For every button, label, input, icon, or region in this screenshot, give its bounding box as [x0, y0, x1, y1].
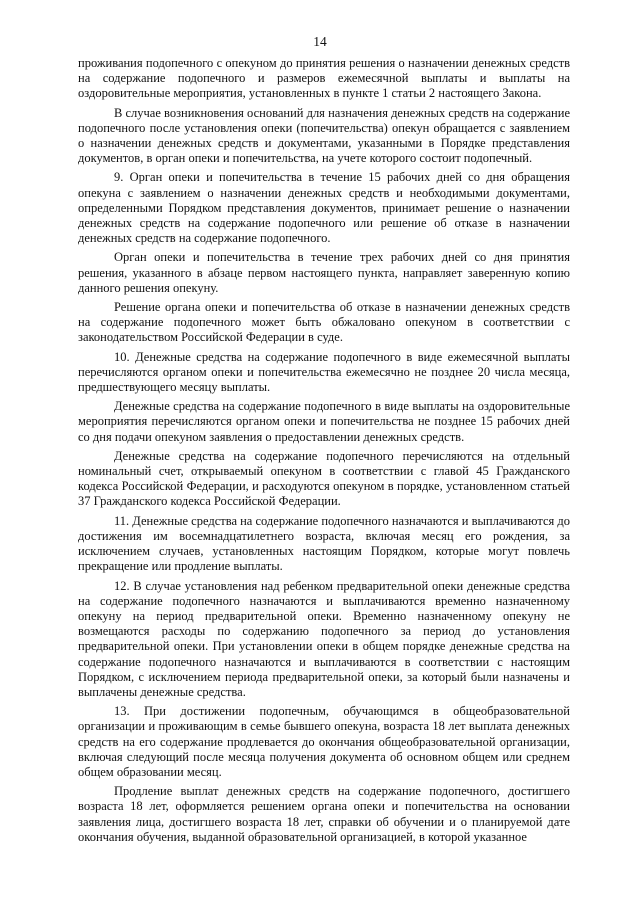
paragraph: Орган опеки и попечительства в течение трех рабочих дней со дня принятия решения, указанного в абзаце первом настоящего пункта, направляет заверенную копию данного решения опекуну. — [78, 250, 570, 295]
paragraph-continuation: проживания подопечного с опекуном до принятия решения о назначении денежных средств на содержание подопечного и размеров ежемесячной выплаты и выплаты на оздоровительные мероприятия, установленных в пункте 1 статьи 2 настоящего Закона. — [78, 56, 570, 101]
paragraph-item-11: 11. Денежные средства на содержание подопечного назначаются и выплачиваются до достижения им восемнадцатилетнего возраста, включая месяц его рождения, за исключением случаев, установленных настоящим Порядком, которые могут повлечь прекращение или продление выплаты. — [78, 513, 570, 574]
paragraph: Денежные средства на содержание подопечного в виде выплаты на оздоровительные мероприятия перечисляются органом опеки и попечительства не позднее 15 рабочих дней со дня подачи опекуном заявления о предоставлении денежных средств. — [78, 399, 570, 444]
paragraph: Денежные средства на содержание подопечного перечисляются на отдельный номинальный счет, открываемый опекуном в соответствии с главой 45 Гражданского кодекса Российской Федерации, и расходуются опекуном в порядке, установленном статьей 37 Гражданского кодекса Российской Федерации. — [78, 448, 570, 509]
page-number: 14 — [313, 34, 327, 49]
paragraph-item-12: 12. В случае установления над ребенком предварительной опеки денежные средства на содержание подопечного назначаются и выплачиваются временно назначенному опекуну на период предварительной опеки. Временно назначенному опекуну не возмещаются расходы по содержанию подопечного за период до установления предварительной опеки. При установлении опеки в общем порядке денежные средства на содержание подопечного назначаются и выплачиваются в соответствии с настоящим Порядком, с исключением периода предварительной опеки, за который были назначены и выплачены денежные средства. — [78, 578, 570, 699]
paragraph-item-13: 13. При достижении подопечным, обучающимся в общеобразовательной организации и проживающим в семье бывшего опекуна, возраста 18 лет выплата денежных средств на его содержание продлевается до окончания общеобразовательной организации, включая следующий после месяца получения документа об основном общем или среднем общем образовании месяц. — [78, 704, 570, 779]
paragraph: Решение органа опеки и попечительства об отказе в назначении денежных средств на содержание подопечного может быть обжаловано опекуном в соответствии с законодательством Российской Федерации в суде. — [78, 300, 570, 345]
document-body — [78, 56, 570, 849]
paragraph-item-9: 9. Орган опеки и попечительства в течение 15 рабочих дней со дня обращения опекуна с заявлением о назначении денежных средств и необходимыми документами, определенными Порядком представления документов, принимает решение о назначении денежных средств на содержание подопечного или решение об отказе в назначении денежных средств на содержание подопечного. — [78, 170, 570, 246]
paragraph: Продление выплат денежных средств на содержание подопечного, достигшего возраста 18 лет, оформляется решением органа опеки и попечительства на основании заявления лица, достигшего возраста 18 лет, справки об обучении и о планируемой дате окончания обучения, выданной образовательной организацией, в которой указанное — [78, 784, 570, 844]
paragraph-item-10: 10. Денежные средства на содержание подопечного в виде ежемесячной выплаты перечисляются органом опеки и попечительства ежемесячно не позднее 20 числа месяца, предшествующего месяцу выплаты. — [78, 349, 570, 395]
paragraph: В случае возникновения оснований для назначения денежных средств на содержание подопечного после установления опеки (попечительства) опекун обращается с заявлением о назначении денежных средств и документами, указанными в Порядке представления документов, в орган опеки и попечительства, на учете которого состоит подопечный. — [78, 105, 570, 166]
